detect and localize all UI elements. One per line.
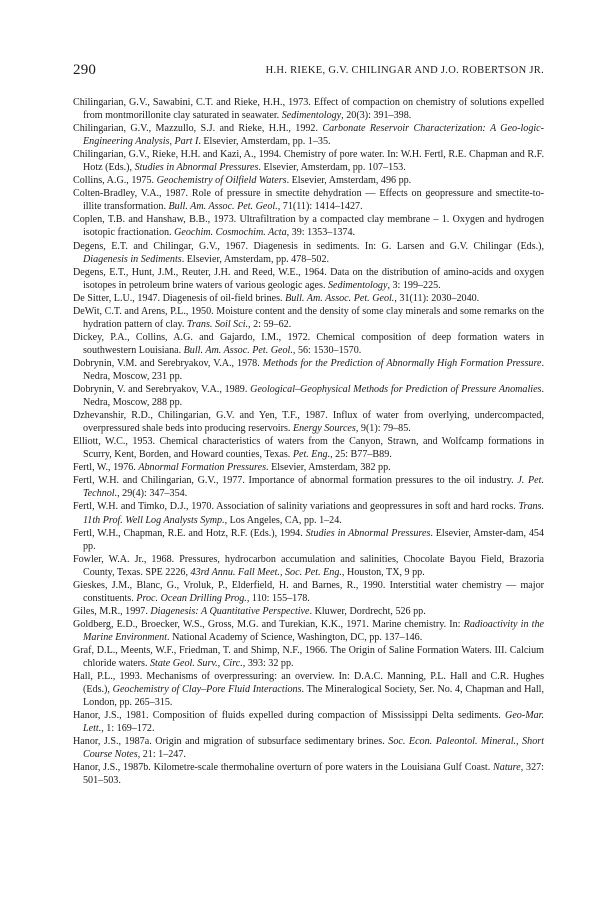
reference-text: Dzhevanshir, R.D., Chilingarian, G.V. and Yen, T.F., 1987. Influx of water from overlying, undercompacted, overpressured shale beds into producing reservoirs. bbox=[73, 410, 544, 435]
reference-title: Sedimentology bbox=[281, 110, 342, 122]
reference-entry bbox=[73, 618, 544, 644]
reference-text: Giles, M.R., 1997. bbox=[73, 605, 151, 617]
reference-entry bbox=[73, 644, 544, 670]
reference-title: Soc. Econ. Paleontol. Mineral., Short Course Notes bbox=[83, 736, 544, 761]
reference-title: Geochemistry of Oilfield Waters bbox=[156, 175, 287, 187]
reference-entry bbox=[73, 266, 544, 292]
reference-text: , 56: 1530–1570. bbox=[292, 344, 362, 356]
reference-text: Fertl, W.H. and Chilingarian, G.V., 1977. Importance of abnormal formation pressures to the oil industry. bbox=[73, 475, 518, 487]
reference-text: Fertl, W.H., Chapman, R.E. and Hotz, R.F. (Eds.), 1994. bbox=[73, 527, 306, 539]
reference-text: Chilingarian, G.V., Sawabini, C.T. and Rieke, H.H., 1973. Effect of compaction on chemistry of solutions expelled from montmorillonite clay saturated in seawater. bbox=[73, 97, 544, 122]
reference-text: Fowler, W.A. Jr., 1968. Pressures, hydrocarbon accumulation and salinities, Chocolate Bayou Field, Brazoria County, Texas. SPE 2226, bbox=[73, 553, 544, 578]
reference-title: State Geol. Surv., Circ. bbox=[150, 658, 243, 670]
reference-entry bbox=[73, 605, 544, 618]
reference-title: Geochemistry of Clay–Pore Fluid Interactions bbox=[112, 684, 302, 696]
reference-text: Fertl, W., 1976. bbox=[73, 462, 139, 474]
reference-title: Sedimentology bbox=[328, 279, 388, 291]
reference-title: Studies in Abnormal Pressures bbox=[134, 162, 259, 174]
reference-title: Energy Sources bbox=[292, 423, 356, 435]
reference-text: . Elsevier, Amster-dam, 454 pp. bbox=[83, 527, 544, 552]
page-header bbox=[73, 62, 544, 78]
reference-text: Hall, P.L., 1993. Mechanisms of overpressuring: an overview. In: D.A.C. Manning, P.L. Hall and C.R. Hughes (Eds.), bbox=[73, 671, 544, 696]
reference-text: Dobrynin, V. and Serebryakov, V.A., 1989. bbox=[73, 384, 251, 396]
reference-text: , 21: 1–247. bbox=[137, 749, 186, 761]
reference-text: , 29(4): 347–354. bbox=[117, 488, 188, 500]
reference-text: DeWit, C.T. and Arens, P.L., 1950. Moisture content and the density of some clay minerals and some remarks on the hydration pattern of clay. bbox=[73, 305, 544, 330]
reference-title: Carbonate Reservoir Characterization: A Geo-logic-Engineering Analysis, Part I bbox=[83, 123, 545, 148]
reference-title: Radioactivity in the Marine Environment bbox=[83, 618, 545, 643]
reference-text: Hanor, J.S., 1987a. Origin and migration of subsurface sedimentary brines. bbox=[73, 736, 389, 748]
reference-text: . Kluwer, Dordrecht, 526 pp. bbox=[309, 605, 426, 617]
reference-entry bbox=[73, 305, 544, 331]
reference-title: Trans. Soil Sci. bbox=[186, 318, 249, 330]
reference-entry bbox=[73, 435, 544, 461]
reference-text: Colten-Bradley, V.A., 1987. Role of pressure in smectite dehydration — Effects on geopressure and smectite-to-illite transformation. bbox=[73, 188, 544, 213]
reference-title: Trans. 11th Prof. Well Log Analysts Symp. bbox=[83, 501, 544, 526]
reference-title: Nature bbox=[493, 762, 521, 774]
reference-entry bbox=[73, 96, 544, 122]
reference-entry bbox=[73, 461, 544, 474]
reference-text: , 39: 1353–1374. bbox=[286, 227, 356, 239]
reference-text: . Elsevier, Amsterdam, pp. 107–153. bbox=[258, 162, 406, 174]
reference-entry bbox=[73, 122, 544, 148]
reference-text: , 31(11): 2030–2040. bbox=[394, 292, 480, 304]
reference-text: Dickey, P.A., Collins, A.G. and Gajardo, I.M., 1972. Chemical composition of deep formation waters in southwestern Louisiana. bbox=[73, 331, 544, 356]
reference-title: Pet. Eng. bbox=[292, 449, 331, 461]
reference-entry bbox=[73, 148, 544, 174]
reference-text: . The Mineralogical Society, Ser. No. 4, Chapman and Hall, London, pp. 265–315. bbox=[83, 684, 544, 709]
reference-text: . National Academy of Science, Washington, DC, pp. 137–146. bbox=[167, 631, 423, 643]
reference-text: , 25: B77–B89. bbox=[330, 449, 392, 461]
reference-entry bbox=[73, 553, 544, 579]
reference-text: , 327: 501–503. bbox=[83, 762, 544, 787]
reference-title: J. Pet. Technol. bbox=[83, 475, 544, 500]
reference-text: , 110: 155–178. bbox=[246, 592, 310, 604]
reference-text: Hanor, J.S., 1981. Composition of fluids expelled during compaction of Mississippi Delta sediments. bbox=[73, 710, 506, 722]
reference-entry bbox=[73, 474, 544, 500]
reference-text: , 71(11): 1414–1427. bbox=[277, 201, 363, 213]
reference-text: , Houston, TX, 9 pp. bbox=[341, 566, 425, 578]
reference-title: Geochim. Cosmochim. Acta bbox=[174, 227, 287, 239]
reference-text: . Elsevier, Amsterdam, 496 pp. bbox=[286, 175, 412, 187]
reference-entry bbox=[73, 383, 544, 409]
reference-text: Chilingarian, G.V., Rieke, H.H. and Kazi, A., 1994. Chemistry of pore water. In: W.H. Fertl, R.E. Chapman and R.F. Hotz (Eds.), bbox=[73, 149, 544, 174]
reference-text: . Elsevier, Amsterdam, pp. 1–35. bbox=[198, 136, 331, 148]
reference-text: . Nedra, Moscow, 288 pp. bbox=[83, 384, 545, 409]
reference-title: 43rd Annu. Fall Meet., Soc. Pet. Eng. bbox=[190, 566, 342, 578]
reference-text: , 3: 199–225. bbox=[387, 279, 441, 291]
reference-entry bbox=[73, 500, 544, 526]
reference-text: . Elsevier, Amsterdam, pp. 478–502. bbox=[181, 253, 330, 265]
reference-entry bbox=[73, 761, 544, 787]
reference-title: Abnormal Formation Pressures bbox=[138, 462, 267, 474]
reference-text: De Sitter, L.U., 1947. Diagenesis of oil-field brines. bbox=[73, 292, 286, 304]
reference-text: Dobrynin, V.M. and Serebryakov, V.A., 1978. bbox=[73, 357, 263, 369]
reference-text: Fertl, W.H. and Timko, D.J., 1970. Association of salinity variations and geopressures in soft and hard rocks. bbox=[73, 501, 519, 513]
reference-entry bbox=[73, 213, 544, 239]
reference-title: Bull. Am. Assoc. Pet. Geol. bbox=[183, 344, 293, 356]
reference-title: Diagenesis in Sediments bbox=[83, 253, 182, 265]
reference-entry bbox=[73, 292, 544, 305]
reference-entry bbox=[73, 670, 544, 709]
reference-entry bbox=[73, 709, 544, 735]
reference-text: , Los Angeles, CA, pp. 1–24. bbox=[224, 514, 342, 526]
reference-text: Degens, E.T. and Chilingar, G.V., 1967. Diagenesis in sediments. In: G. Larsen and G.V. Chilingar (Eds.), bbox=[73, 240, 544, 252]
reference-text: Coplen, T.B. and Hanshaw, B.B., 1973. Ultrafiltration by a compacted clay membrane – 1. Oxygen and hydrogen isotopic fractionation. bbox=[73, 214, 544, 239]
reference-text: Chilingarian, G.V., Mazzullo, S.J. and Rieke, H.H., 1992. bbox=[73, 123, 323, 135]
reference-text: . Nedra, Moscow, 231 pp. bbox=[83, 357, 545, 382]
reference-text: , 1: 169–172. bbox=[101, 723, 155, 735]
reference-text: Gieskes, J.M., Blanc, G., Vroluk, P., Elderfield, H. and Barnes, R., 1990. Interstitial water chemistry — major constituents. bbox=[73, 579, 544, 604]
reference-text: , 9(1): 79–85. bbox=[355, 423, 411, 435]
reference-entry bbox=[73, 409, 544, 435]
reference-entry bbox=[73, 240, 544, 266]
reference-title: Geo-Mar. Lett. bbox=[83, 710, 544, 735]
reference-text: . Elsevier, Amsterdam, 382 pp. bbox=[266, 462, 391, 474]
reference-entry bbox=[73, 187, 544, 213]
reference-text: Degens, E.T., Hunt, J.M., Reuter, J.H. and Reed, W.E., 1964. Data on the distribution of amino-acids and oxygen isotopes in petroleum brine waters of various geologic ages. bbox=[73, 266, 544, 291]
reference-title: Proc. Ocean Drilling Prog. bbox=[136, 592, 247, 604]
reference-text: Graf, D.L., Meents, W.F., Friedman, T. and Shimp, N.F., 1966. The Origin of Saline Formation Waters. III. Calcium chloride waters. bbox=[73, 644, 544, 670]
page-number: 290 bbox=[73, 62, 97, 78]
reference-text: Collins, A.G., 1975. bbox=[73, 175, 157, 187]
reference-entry bbox=[73, 174, 544, 187]
reference-text: Goldberg, E.D., Broecker, W.S., Gross, M.G. and Turekian, K.K., 1971. Marine chemistry. In: bbox=[73, 618, 464, 630]
reference-title: Diagenesis: A Quantitative Perspective bbox=[150, 605, 310, 617]
reference-text: , 393: 32 pp. bbox=[242, 658, 294, 670]
reference-list bbox=[73, 96, 544, 787]
reference-text: , 2: 59–62. bbox=[248, 318, 292, 330]
reference-entry bbox=[73, 331, 544, 357]
reference-title: Methods for the Prediction of Abnormally High Formation Pressure bbox=[262, 357, 542, 369]
running-head: H.H. RIEKE, G.V. CHILINGAR AND J.O. ROBERTSON JR. bbox=[265, 65, 544, 76]
reference-title: Studies in Abnormal Pressures bbox=[305, 527, 431, 539]
reference-entry bbox=[73, 527, 544, 553]
reference-entry bbox=[73, 579, 544, 605]
reference-entry bbox=[73, 357, 544, 383]
reference-entry bbox=[73, 735, 544, 761]
reference-title: Geological–Geophysical Methods for Prediction of Pressure Anomalies bbox=[250, 384, 542, 396]
reference-text: , 20(3): 391–398. bbox=[341, 110, 412, 122]
reference-text: Hanor, J.S., 1987b. Kilometre-scale thermohaline overturn of pore waters in the Louisiana Gulf Coast. bbox=[73, 762, 494, 774]
reference-title: Bull. Am. Assoc. Pet. Geol. bbox=[168, 201, 278, 213]
reference-text: Elliott, W.C., 1953. Chemical characteristics of waters from the Canyon, Strawn, and Wolfcamp formations in Scurry, Kent, Borden, and Howard counties, Texas. bbox=[73, 436, 544, 461]
reference-title: Bull. Am. Assoc. Pet. Geol. bbox=[285, 292, 395, 304]
